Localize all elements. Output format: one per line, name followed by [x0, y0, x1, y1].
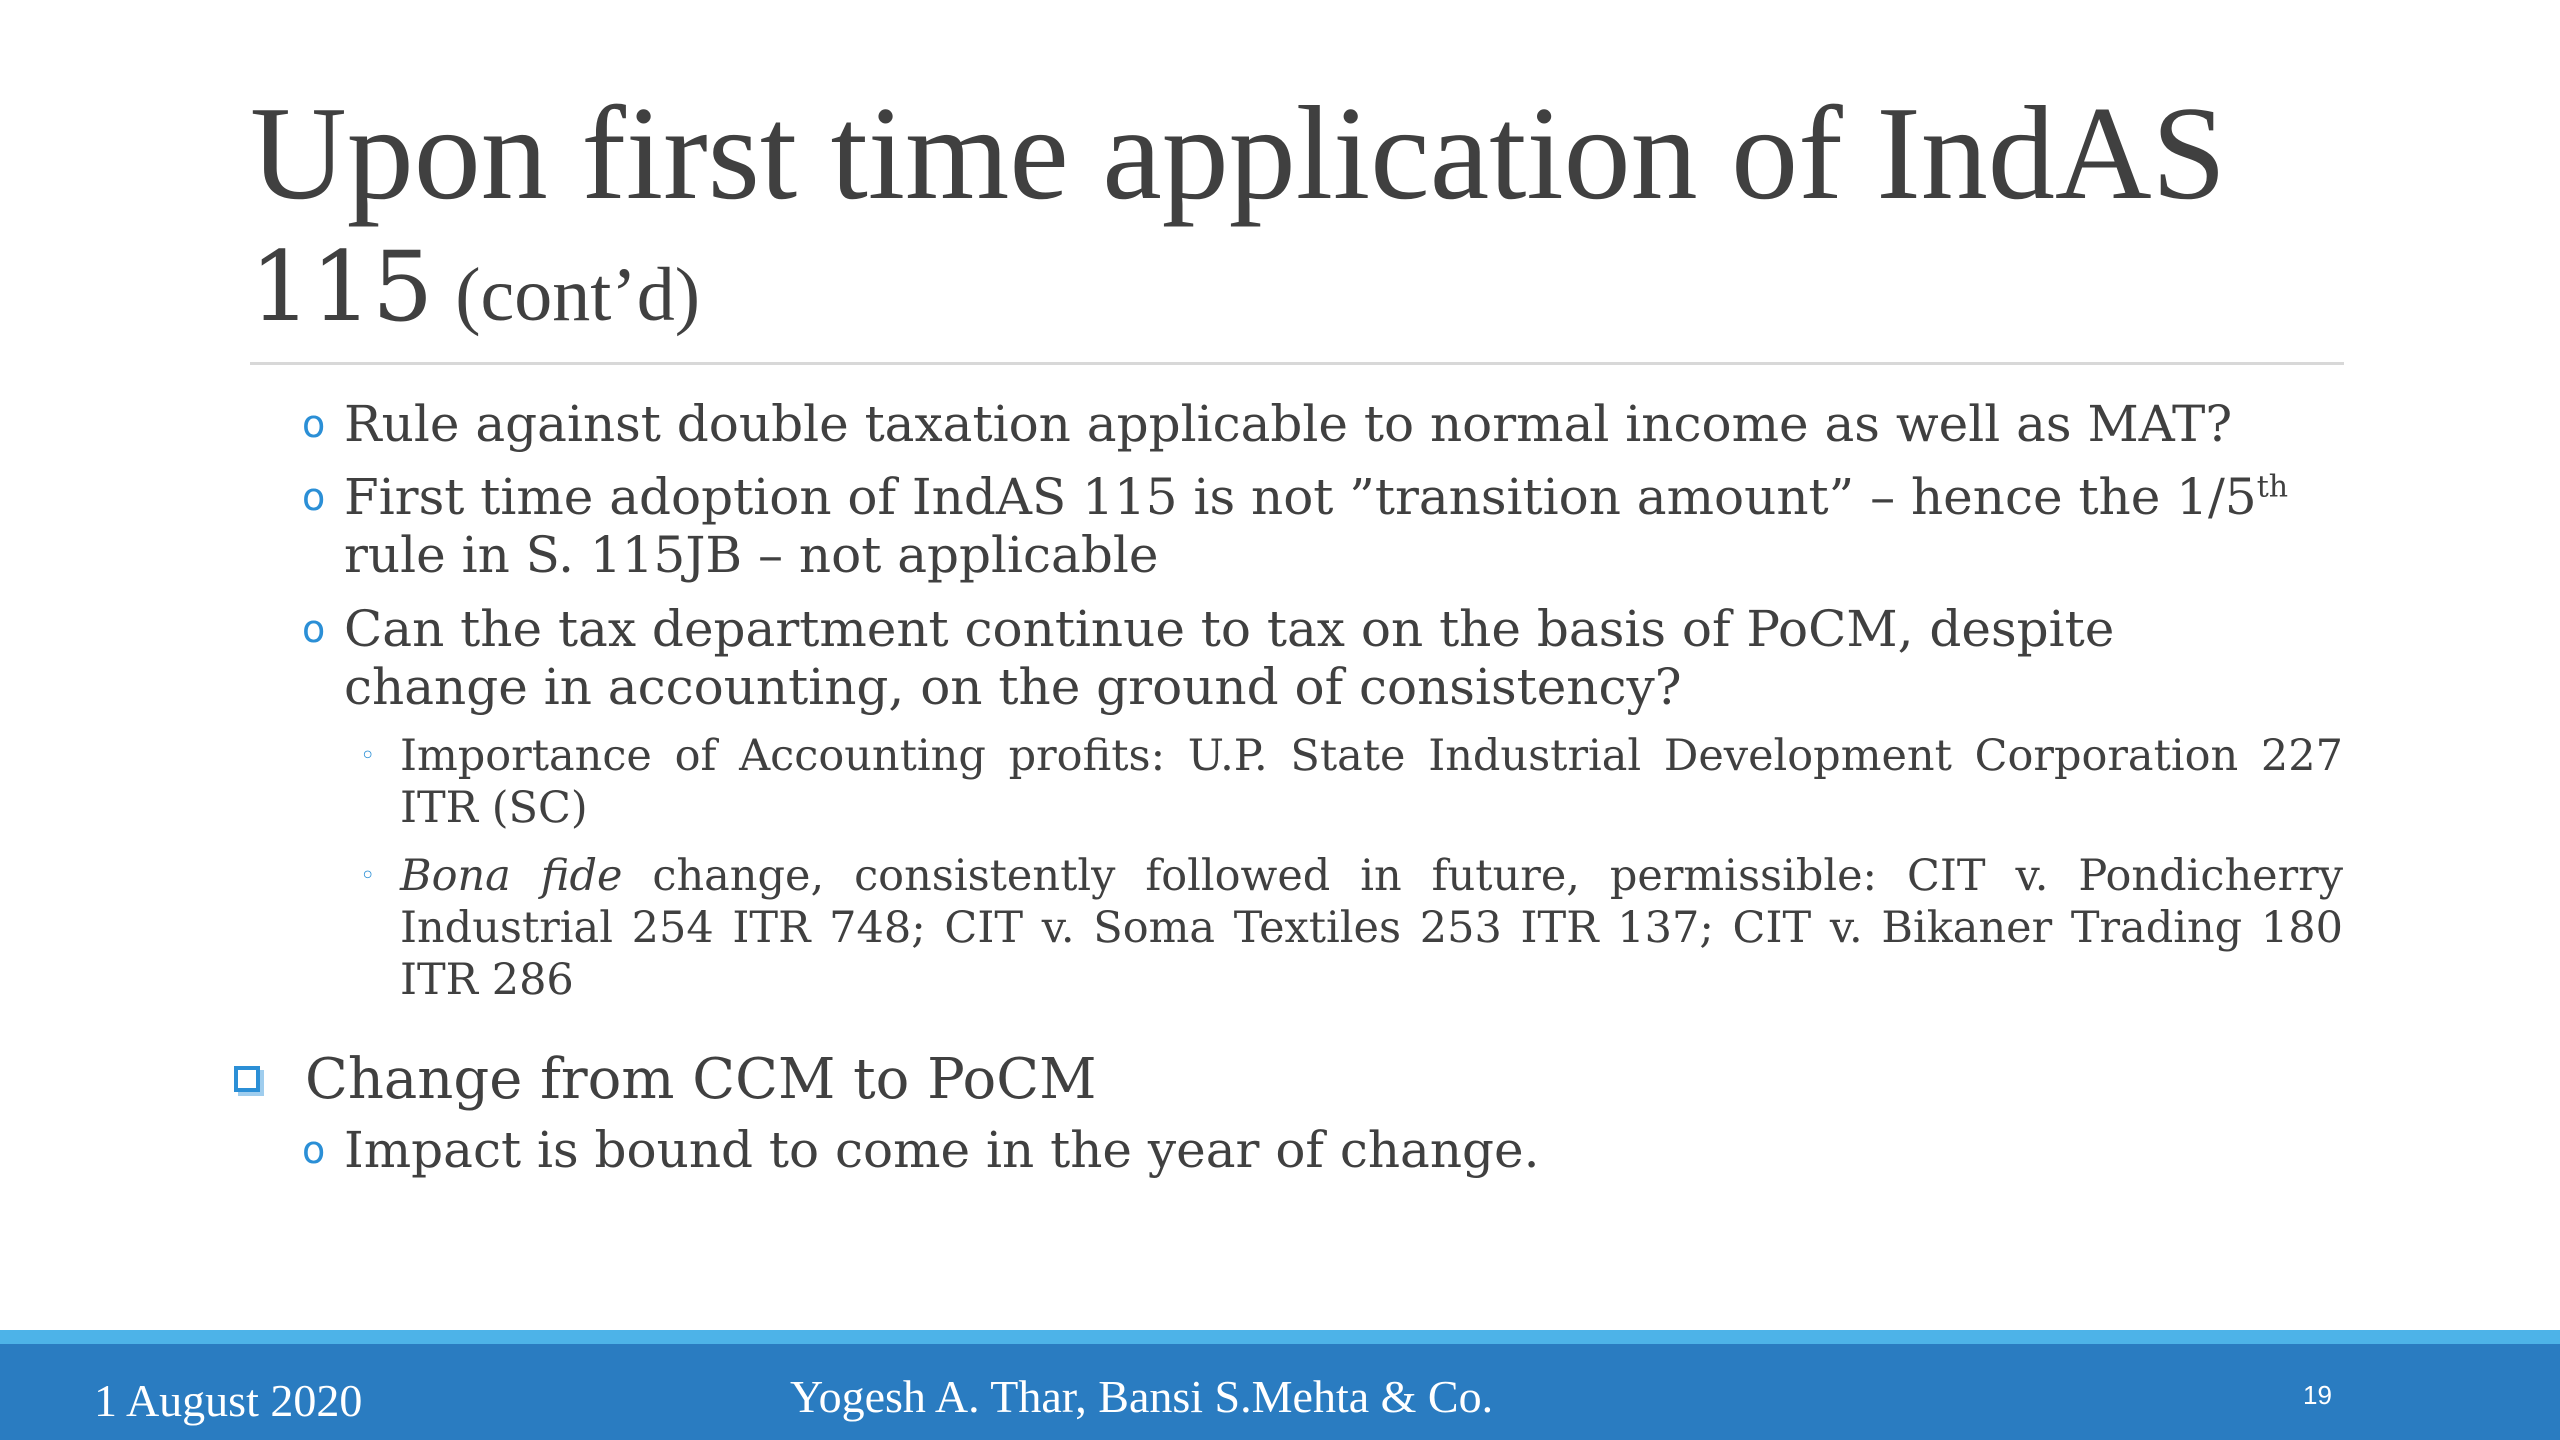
title-suffix: (cont’d) — [455, 253, 701, 337]
circle-bullet-icon: o — [302, 1128, 326, 1172]
sub-bullet-text: change, consistently followed in future, permissible: CIT v. Pondicherry Industrial 254 ITR 748; CIT v. Soma Textiles 253 ITR 137; CIT v. Bikaner Trading 180 ITR 286 — [400, 851, 2344, 1005]
bullet-text: Rule against double taxation applicable to normal income as well as MAT? — [344, 395, 2233, 453]
circle-bullet-icon: o — [302, 402, 326, 446]
bullet-text: Can the tax department continue to tax on the basis of PoCM, despite change in accounting, on the ground of consistency? — [344, 600, 2115, 716]
sub-bullet-text: Importance of Accounting profits: U.P. State Industrial Development Corporation 227 ITR (SC) — [400, 731, 2343, 833]
bullet-text: Impact is bound to come in the year of change. — [344, 1121, 1540, 1179]
circle-bullet-icon: o — [302, 607, 326, 651]
small-circle-bullet-icon: ◦ — [360, 741, 376, 771]
title-number: 115 — [250, 231, 434, 343]
footer-accent-strip — [0, 1330, 2560, 1344]
bullet-item — [302, 468, 2344, 584]
small-circle-bullet-icon: ◦ — [360, 861, 376, 891]
slide-title-continued — [250, 232, 700, 342]
bullet-item — [302, 1121, 2344, 1179]
superscript: th — [2256, 469, 2289, 505]
bullet-item — [302, 395, 2344, 453]
footer-date: 1 August 2020 — [94, 1375, 363, 1426]
bullet-item — [302, 600, 2264, 716]
bullet-text-continued: rule in S. 115JB – not applicable — [344, 526, 1159, 584]
slide-title: Upon first time application of IndAS — [250, 79, 2227, 227]
sub-bullet-item — [360, 730, 2343, 834]
square-bullet-icon — [234, 1066, 260, 1092]
circle-bullet-icon: o — [302, 475, 326, 519]
section-heading: Change from CCM to PoCM — [305, 1047, 1097, 1112]
bullet-text: First time adoption of IndAS 115 is not ”transition amount” – hence the 1/5 — [344, 468, 2257, 526]
title-divider — [250, 362, 2344, 365]
sub-bullet-item — [360, 850, 2344, 1006]
page-number: 19 — [2303, 1380, 2332, 1410]
footer-author: Yogesh A. Thar, Bansi S.Mehta & Co. — [790, 1371, 1494, 1422]
italic-term: Bona fide — [400, 851, 623, 901]
